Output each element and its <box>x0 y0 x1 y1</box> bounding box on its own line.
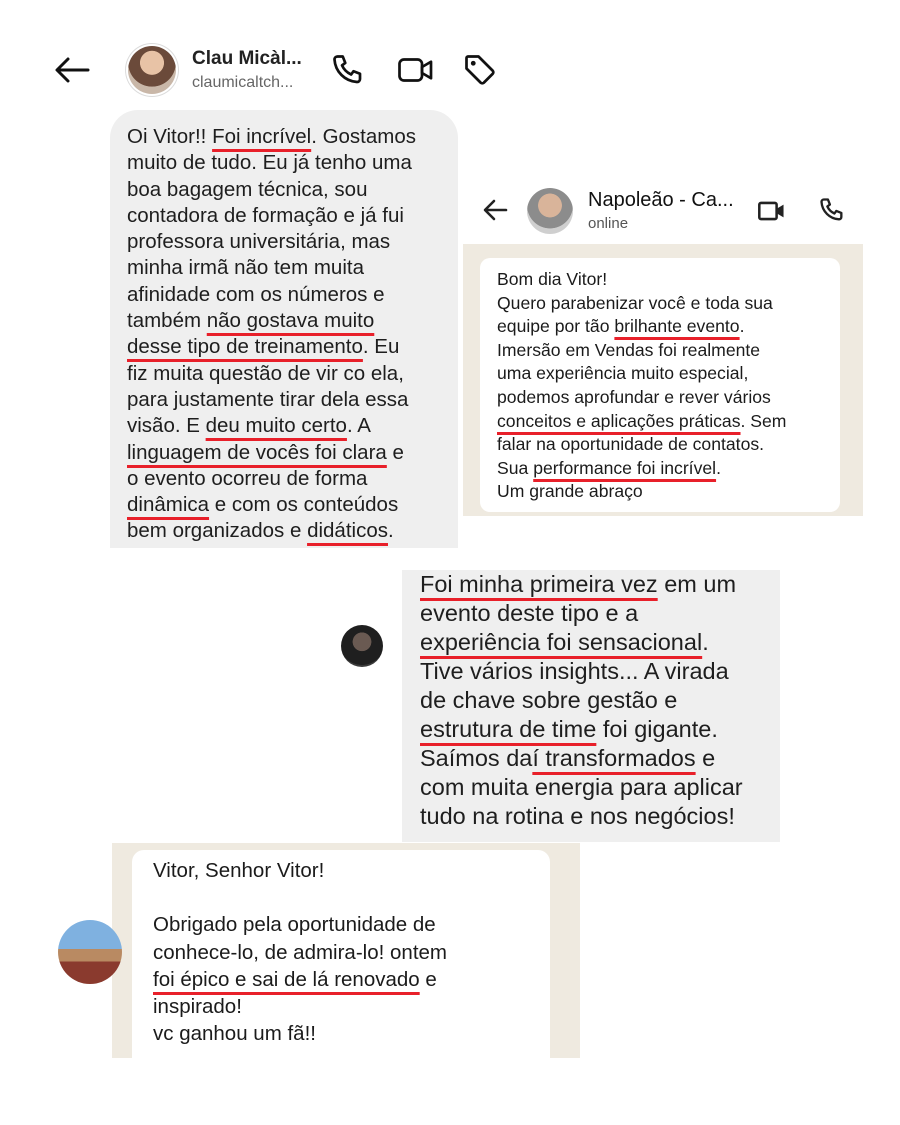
message-text-2 <box>497 268 837 504</box>
message-segment: . A <box>346 414 371 438</box>
video-camera-icon[interactable] <box>396 52 436 88</box>
contact-username: claumicaltch... <box>192 74 294 91</box>
message-segment: foi gigante. Saímos da <box>420 716 718 771</box>
contact-name[interactable]: Clau Micàl... <box>192 48 302 69</box>
highlighted-phrase: performance foi incrível <box>533 457 717 478</box>
highlighted-phrase: não gostava muito desse tipo de treinamento <box>127 309 375 359</box>
highlighted-phrase: deu muito certo <box>205 414 347 438</box>
highlighted-phrase: conceitos e aplicações práticas <box>497 410 741 431</box>
message-text-3 <box>420 570 780 831</box>
highlighted-phrase: Foi incrível <box>212 125 312 148</box>
chat-header-instagram <box>0 30 900 110</box>
sender-avatar-4[interactable] <box>58 920 122 984</box>
phone-icon[interactable] <box>330 52 366 88</box>
back-arrow-icon[interactable] <box>52 54 92 86</box>
contact-status: online <box>588 215 629 232</box>
message-segment: . Sem falar na oportunidade de contatos. Sua <box>497 410 787 478</box>
message-segment: . Gostamos muito de tudo. Eu já tenho uma boa bagagem técnica, sou contadora de formação e já fui professora universitária, mas minha irmã não tem muita afinidade com os números e também <box>127 125 416 333</box>
highlighted-phrase: brilhante evento <box>614 316 740 337</box>
message-segment: Oi Vitor!! <box>127 125 213 148</box>
message-segment: e com muita energia para aplicar tudo na rotina e nos negócios! <box>420 745 743 829</box>
message-segment: . <box>387 519 394 543</box>
contact-avatar-secondary[interactable] <box>527 188 573 234</box>
message-segment: Vitor, Senhor Vitor! Obrigado pela oportunidade de conhece-lo, de admira-lo! ontem <box>153 859 447 964</box>
message-segment: e o evento ocorreu de forma <box>127 440 404 490</box>
highlighted-phrase: foi épico e sai de lá renovado <box>153 967 420 991</box>
phone-icon-secondary[interactable] <box>818 196 846 224</box>
message-segment: . Um grande abraço <box>497 457 721 502</box>
message-segment: e com os conteúdos bem organizados e <box>127 493 399 543</box>
highlighted-phrase: Foi minha primeira vez <box>420 571 658 597</box>
message-segment: em um evento deste tipo e a <box>420 571 737 626</box>
message-segment: . Tive vários insights... A virada de chave sobre gestão e <box>420 629 729 713</box>
message-segment: e inspirado! vc ganhou um fã!! <box>153 967 437 1046</box>
highlighted-phrase: experiência foi sensacional <box>420 629 703 655</box>
highlighted-phrase: í transformados <box>532 745 696 771</box>
video-camera-icon-secondary[interactable] <box>757 198 787 224</box>
message-text-4 <box>153 857 543 1047</box>
message-text-1 <box>127 124 447 545</box>
contact-avatar[interactable] <box>128 46 176 94</box>
highlighted-phrase: linguagem de vocês foi clara <box>127 440 387 464</box>
highlighted-phrase: didáticos <box>307 519 388 543</box>
back-arrow-icon-secondary[interactable] <box>480 196 510 224</box>
highlighted-phrase: estrutura de time <box>420 716 597 742</box>
sender-avatar-3[interactable] <box>341 625 383 667</box>
tag-icon[interactable] <box>462 52 498 88</box>
contact-name-secondary[interactable]: Napoleão - Ca... <box>588 189 734 211</box>
message-segment: . Imersão em Vendas foi realmente uma experiência muito especial, podemos aprofundar e rever vários <box>497 316 771 407</box>
message-segment: Bom dia Vitor! Quero parabenizar você e toda sua equipe por tão <box>497 269 773 337</box>
message-segment: . Eu fiz muita questão de vir co ela, para justamente tirar dela essa visão. E <box>127 335 409 438</box>
highlighted-phrase: dinâmica <box>127 493 210 517</box>
